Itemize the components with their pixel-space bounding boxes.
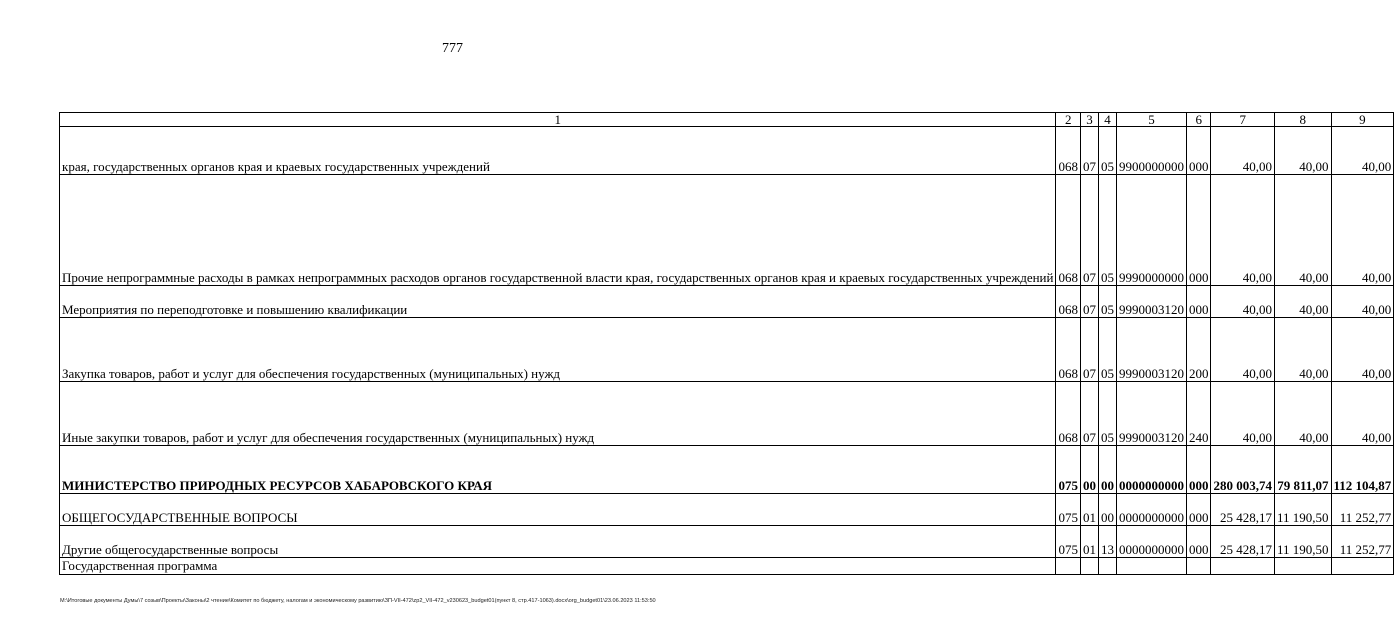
cell-c4: 05	[1098, 318, 1116, 382]
row-name: Мероприятия по переподготовке и повышению квалификации	[60, 286, 1056, 318]
cell-c6: 200	[1186, 318, 1211, 382]
cell-c2: 075	[1056, 446, 1081, 494]
table-row	[60, 558, 1394, 575]
cell-c9: 40,00	[1331, 318, 1394, 382]
column-header: 7	[1211, 113, 1275, 127]
cell-c5: 0000000000	[1116, 526, 1186, 558]
cell-c6: 000	[1186, 446, 1211, 494]
cell-c3: 01	[1080, 526, 1098, 558]
cell-c2: 068	[1056, 382, 1081, 446]
cell-c9: 11 252,77	[1331, 526, 1394, 558]
cell-c7: 40,00	[1211, 127, 1275, 175]
cell-c4: 13	[1098, 526, 1116, 558]
cell-c8: 40,00	[1274, 175, 1331, 286]
table-row	[60, 494, 1394, 526]
cell-c8: 40,00	[1274, 318, 1331, 382]
cell-c7: 40,00	[1211, 286, 1275, 318]
cell-c8: 11 190,50	[1274, 526, 1331, 558]
cell-c6: 000	[1186, 286, 1211, 318]
cell-c4: 05	[1098, 286, 1116, 318]
cell-c2: 068	[1056, 127, 1081, 175]
column-header: 3	[1080, 113, 1098, 127]
cell-c3: 07	[1080, 286, 1098, 318]
cell-c9: 112 104,87	[1331, 446, 1394, 494]
table-row	[60, 286, 1394, 318]
cell-c5: 0000000000	[1116, 494, 1186, 526]
column-header: 6	[1186, 113, 1211, 127]
cell-c2: 068	[1056, 318, 1081, 382]
cell-c6: 000	[1186, 526, 1211, 558]
cell-c7: 40,00	[1211, 175, 1275, 286]
cell-c2	[1056, 558, 1081, 575]
cell-c9: 40,00	[1331, 382, 1394, 446]
column-header: 2	[1056, 113, 1081, 127]
cell-c8: 11 190,50	[1274, 494, 1331, 526]
cell-c5: 0000000000	[1116, 446, 1186, 494]
row-name: Иные закупки товаров, работ и услуг для обеспечения государственных (муниципальных) нужд	[60, 382, 1056, 446]
file-path-footer: M:\Итоговые документы Думы\7 созыв\Проекты\Законы\2 чтение\Комитет по бюджету, налогам и экономическому развитию\ЗП-VII-472\zp2_VII-472_v230623_budget01(пункт 8, стр.417-1063).docx\org_budget01\23.06.2023 11:53:50	[60, 598, 656, 604]
cell-c7: 40,00	[1211, 318, 1275, 382]
cell-c3: 07	[1080, 318, 1098, 382]
page-number: 777	[442, 41, 463, 56]
cell-c3: 00	[1080, 446, 1098, 494]
cell-c9: 40,00	[1331, 127, 1394, 175]
cell-c3: 07	[1080, 382, 1098, 446]
row-name: Другие общегосударственные вопросы	[60, 526, 1056, 558]
cell-c2: 075	[1056, 526, 1081, 558]
row-name: Государственная программа	[60, 558, 1056, 575]
table-row-ministry	[60, 446, 1394, 494]
table-row	[60, 127, 1394, 175]
cell-c8: 40,00	[1274, 382, 1331, 446]
cell-c3	[1080, 558, 1098, 575]
cell-c5	[1116, 558, 1186, 575]
column-header: 4	[1098, 113, 1116, 127]
cell-c4: 05	[1098, 382, 1116, 446]
cell-c6	[1186, 558, 1211, 575]
cell-c4	[1098, 558, 1116, 575]
table-row	[60, 318, 1394, 382]
cell-c6: 240	[1186, 382, 1211, 446]
cell-c2: 068	[1056, 175, 1081, 286]
cell-c8: 79 811,07	[1274, 446, 1331, 494]
cell-c9	[1331, 558, 1394, 575]
cell-c5: 9900000000	[1116, 127, 1186, 175]
cell-c6: 000	[1186, 494, 1211, 526]
cell-c5: 9990003120	[1116, 318, 1186, 382]
cell-c3: 01	[1080, 494, 1098, 526]
table-row	[60, 526, 1394, 558]
cell-c7: 25 428,17	[1211, 494, 1275, 526]
cell-c3: 07	[1080, 175, 1098, 286]
column-header: 8	[1274, 113, 1331, 127]
cell-c5: 9990000000	[1116, 175, 1186, 286]
column-header: 9	[1331, 113, 1394, 127]
row-name: Закупка товаров, работ и услуг для обеспечения государственных (муниципальных) нужд	[60, 318, 1056, 382]
row-name: края, государственных органов края и краевых государственных учреждений	[60, 127, 1056, 175]
budget-table	[59, 112, 1394, 575]
row-name: Прочие непрограммные расходы в рамках непрограммных расходов органов государственной власти края, государственных органов края и краевых государственных учреждений	[60, 175, 1056, 286]
cell-c5: 9990003120	[1116, 286, 1186, 318]
cell-c8: 40,00	[1274, 127, 1331, 175]
cell-c7: 25 428,17	[1211, 526, 1275, 558]
cell-c3: 07	[1080, 127, 1098, 175]
cell-c7: 280 003,74	[1211, 446, 1275, 494]
cell-c4: 05	[1098, 127, 1116, 175]
row-name: ОБЩЕГОСУДАРСТВЕННЫЕ ВОПРОСЫ	[60, 494, 1056, 526]
cell-c7	[1211, 558, 1275, 575]
cell-c9: 11 252,77	[1331, 494, 1394, 526]
cell-c2: 075	[1056, 494, 1081, 526]
cell-c8	[1274, 558, 1331, 575]
cell-c8: 40,00	[1274, 286, 1331, 318]
cell-c2: 068	[1056, 286, 1081, 318]
cell-c6: 000	[1186, 127, 1211, 175]
cell-c7: 40,00	[1211, 382, 1275, 446]
row-name: МИНИСТЕРСТВО ПРИРОДНЫХ РЕСУРСОВ ХАБАРОВСКОГО КРАЯ	[60, 446, 1056, 494]
cell-c9: 40,00	[1331, 286, 1394, 318]
column-header: 5	[1116, 113, 1186, 127]
table-row	[60, 175, 1394, 286]
cell-c5: 9990003120	[1116, 382, 1186, 446]
cell-c4: 00	[1098, 494, 1116, 526]
cell-c4: 00	[1098, 446, 1116, 494]
cell-c6: 000	[1186, 175, 1211, 286]
header-row	[60, 113, 1394, 127]
cell-c4: 05	[1098, 175, 1116, 286]
cell-c9: 40,00	[1331, 175, 1394, 286]
column-header: 1	[60, 113, 1056, 127]
table-row	[60, 382, 1394, 446]
